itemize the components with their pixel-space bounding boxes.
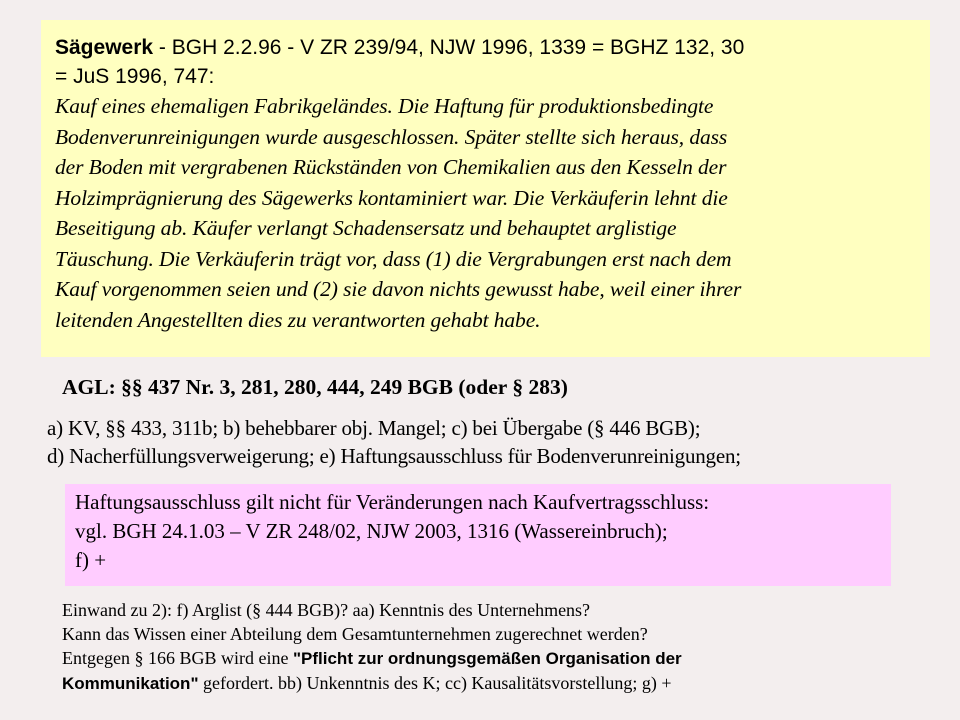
elements-line: d) Nacherfüllungsverweigerung; e) Haftungsausschluss für Bodenverunreinigungen; [47,444,741,468]
facts-line: leitenden Angestellten dies zu verantworten gehabt habe. [55,307,541,332]
facts-line: Täuschung. Die Verkäuferin trägt vor, dass (1) die Vergrabungen erst nach dem [55,246,732,271]
highlight-line: f) + [75,548,107,572]
elements-list [47,414,957,470]
elements-line: a) KV, §§ 433, 311b; b) behebbarer obj. Mangel; c) bei Übergabe (§ 446 BGB); [47,416,701,440]
highlight-line: Haftungsausschluss gilt nicht für Veränderungen nach Kaufvertragsschluss: [75,490,710,514]
highlight-line: vgl. BGH 24.1.03 – V ZR 248/02, NJW 2003, 1316 (Wassereinbruch); [75,519,668,543]
objection-text: gefordert. bb) Unkenntnis des K; cc) Kausalitätsvorstellung; g) + [198,673,672,693]
objection-emphasis: Kommunikation" [62,674,199,693]
facts-line: Kauf vorgenommen seien und (2) sie davon nichts gewusst habe, weil einer ihrer [55,277,742,301]
objection-text: Entgegen § 166 BGB wird eine [62,648,293,668]
case-citation: - BGH 2.2.96 - V ZR 239/94, NJW 1996, 1339 = BGHZ 132, 30 [153,36,745,59]
objection-line [62,671,957,696]
case-title: Sägewerk [55,36,154,59]
facts-line: Holzimprägnierung des Sägewerks kontaminiert war. Die Verkäuferin lehnt die [55,185,728,210]
objection-line: Kann das Wissen einer Abteilung dem Gesamtunternehmen zugerechnet werden? [62,624,648,644]
facts-line: der Boden mit vergrabenen Rückständen von Chemikalien aus den Kesseln der [55,155,727,179]
objection-emphasis: "Pflicht zur ordnungsgemäßen Organisation der [292,649,682,668]
objection-section [62,598,957,696]
highlight-box [65,484,891,586]
objection-line [62,646,957,671]
facts-line: Beseitigung ab. Käufer verlangt Schadensersatz und behauptet arglistige [55,216,677,240]
agl-heading: AGL: §§ 437 Nr. 3, 281, 280, 444, 249 BGB (oder § 283) [62,375,568,399]
case-box [41,20,930,357]
facts-line: Bodenverunreinigungen wurde ausgeschlossen. Später stellte sich heraus, dass [55,124,728,149]
facts-line: Kauf eines ehemaligen Fabrikgeländes. Die Haftung für produktionsbedingte [55,94,714,118]
case-facts [55,91,916,335]
objection-line: Einwand zu 2): f) Arglist (§ 444 BGB)? aa) Kenntnis des Unternehmens? [62,600,591,620]
case-citation-cont: = JuS 1996, 747: [55,65,215,88]
case-heading [55,33,916,91]
